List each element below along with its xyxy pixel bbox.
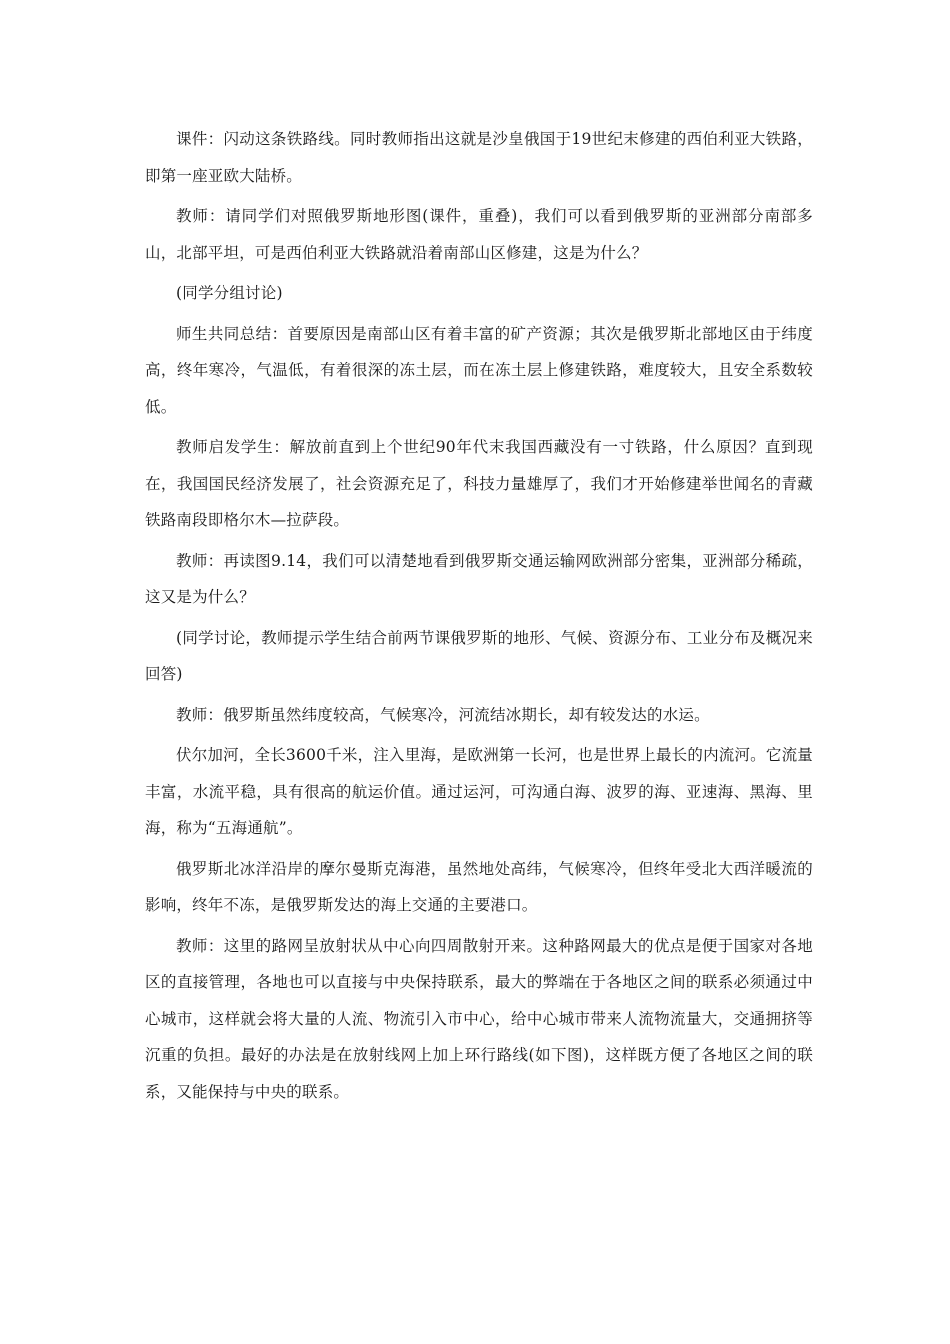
paragraph-radial-network: 教师：这里的路网呈放射状从中心向四周散射开来。这种路网最大的优点是便于国家对各地区的直接管理，各地也可以直接与中央保持联系，最大的弊端在于各地区之间的联系必须通过中心城市，这样就会将大量的人流、物流引入市中心，给中心城市带来人流物流量大，交通拥挤等沉重的负担。最好的办法是在放射线网上加上环行路线(如下图)，这样既方便了各地区之间的联系，又能保持与中央的联系。 (145, 936, 813, 1101)
paragraph-teacher-question-network: 教师：再读图9.14，我们可以清楚地看到俄罗斯交通运输网欧洲部分密集，亚洲部分稀疏，这又是为什么？ (145, 551, 813, 606)
paragraph-summary: 师生共同总结：首要原因是南部山区有着丰富的矿产资源；其次是俄罗斯北部地区由于纬度高，终年寒冷，气温低，有着很深的冻土层，而在冻土层上修建铁路，难度较大，且安全系数较低。 (145, 324, 813, 416)
document-body (145, 121, 813, 1114)
paragraph-volga-river: 伏尔加河，全长3600千米，注入里海，是欧洲第一长河，也是世界上最长的内流河。它流量丰富，水流平稳，具有很高的航运价值。通过运河，可沟通白海、波罗的海、亚速海、黑海、里海，称为“五海通航”。 (145, 746, 813, 837)
paragraph-group-discussion: (同学分组讨论) (176, 284, 283, 302)
paragraph-courseware: 课件：闪动这条铁路线。同时教师指出这就是沙皇俄国于19世纪末修建的西伯利亚大铁路，即第一座亚欧大陆桥。 (145, 130, 813, 185)
paragraph-murmansk-port: 俄罗斯北冰洋沿岸的摩尔曼斯克海港，虽然地处高纬，气候寒冷，但终年受北大西洋暖流的影响，终年不冻，是俄罗斯发达的海上交通的主要港口。 (145, 859, 813, 914)
paragraph-water-transport: 教师：俄罗斯虽然纬度较高，气候寒冷，河流结冰期长，却有较发达的水运。 (176, 705, 710, 724)
paragraph-teacher-question-terrain: 教师：请同学们对照俄罗斯地形图(课件，重叠)，我们可以看到俄罗斯的亚洲部分南部多山，北部平坦，可是西伯利亚大铁路就沿着南部山区修建，这是为什么？ (145, 207, 813, 262)
paragraph-tibet-railway: 教师启发学生：解放前直到上个世纪90年代末我国西藏没有一寸铁路，什么原因？直到现在，我国国民经济发展了，社会资源充足了，科技力量雄厚了，我们才开始修建举世闻名的青藏铁路南段即格尔木—拉萨段。 (145, 438, 813, 529)
paragraph-discussion-hint: (同学讨论，教师提示学生结合前两节课俄罗斯的地形、气候、资源分布、工业分布及概况来回答) (145, 628, 813, 683)
